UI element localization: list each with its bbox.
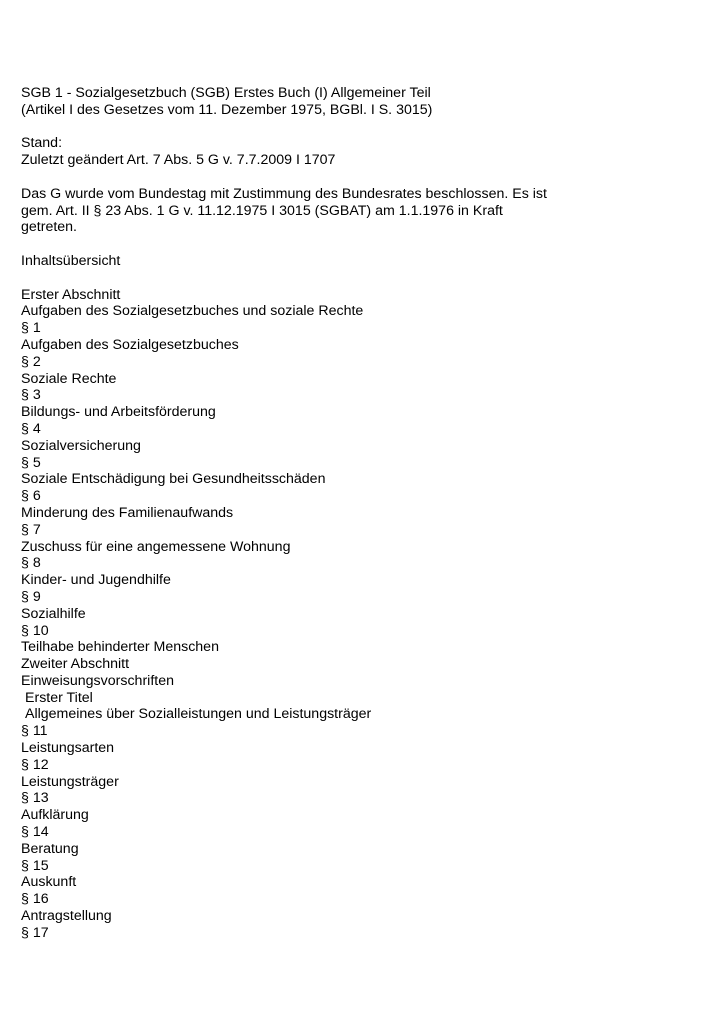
- toc-paragraph-title: Sozialhilfe: [21, 605, 86, 622]
- toc-paragraph-title: Minderung des Familienaufwands: [21, 504, 234, 521]
- toc-heading-block: [21, 253, 701, 270]
- toc-paragraph-title: Kinder- und Jugendhilfe: [21, 572, 171, 589]
- toc-paragraph-title: Soziale Entschädigung bei Gesundheitsschäden: [21, 471, 326, 488]
- toc-paragraph-number: § 2: [21, 353, 41, 370]
- toc-paragraph-number: § 11: [21, 723, 48, 740]
- table-of-contents: [21, 287, 701, 942]
- toc-title-name: Allgemeines über Sozialleistungen und Leistungsträger: [25, 706, 372, 723]
- toc-paragraph-title: Aufklärung: [21, 807, 89, 824]
- document-title-block: [21, 85, 701, 119]
- toc-paragraph-number: § 1: [21, 320, 41, 337]
- toc-paragraph-number: § 16: [21, 891, 49, 908]
- toc-paragraph-number: § 4: [21, 420, 41, 437]
- toc-paragraph-title: Leistungsarten: [21, 740, 115, 757]
- toc-section-heading: Erster Abschnitt: [21, 286, 121, 303]
- enactment-note-line: gem. Art. II § 23 Abs. 1 G v. 11.12.1975 I 3015 (SGBAT) am 1.1.1976 in Kraft: [21, 202, 503, 219]
- toc-paragraph-title: Aufgaben des Sozialgesetzbuches: [21, 336, 239, 353]
- toc-paragraph-title: Bildungs- und Arbeitsförderung: [21, 404, 216, 421]
- toc-paragraph-number: § 17: [21, 924, 49, 941]
- enactment-note-line: getreten.: [21, 219, 78, 236]
- enactment-note: [21, 186, 701, 236]
- toc-paragraph-number: § 10: [21, 622, 49, 639]
- toc-paragraph-number: § 5: [21, 454, 41, 471]
- toc-paragraph-title: Auskunft: [21, 874, 77, 891]
- toc-paragraph-title: Antragstellung: [21, 908, 112, 925]
- toc-paragraph-title: Soziale Rechte: [21, 370, 117, 387]
- toc-title-heading: Erster Titel: [25, 689, 93, 706]
- toc-paragraph-title: Teilhabe behinderter Menschen: [21, 639, 219, 656]
- toc-paragraph-title: Zuschuss für eine angemessene Wohnung: [21, 538, 291, 555]
- toc-section-heading: Zweiter Abschnitt: [21, 656, 130, 673]
- status-label: Stand:: [21, 135, 63, 152]
- toc-paragraph-number: § 15: [21, 857, 49, 874]
- toc-paragraph-title: Leistungsträger: [21, 773, 119, 790]
- toc-paragraph-number: § 9: [21, 588, 41, 605]
- document-title: SGB 1 - Sozialgesetzbuch (SGB) Erstes Buch (I) Allgemeiner Teil: [21, 85, 431, 101]
- toc-paragraph-number: § 7: [21, 521, 41, 538]
- toc-heading: Inhaltsübersicht: [21, 252, 121, 269]
- enactment-note-line: Das G wurde vom Bundestag mit Zustimmung des Bundesrates beschlossen. Es ist: [21, 185, 547, 202]
- toc-paragraph-number: § 3: [21, 387, 41, 404]
- toc-paragraph-number: § 6: [21, 488, 41, 505]
- toc-section-title: Einweisungsvorschriften: [21, 672, 174, 689]
- toc-paragraph-number: § 14: [21, 824, 49, 841]
- toc-paragraph-number: § 8: [21, 555, 41, 572]
- toc-paragraph-title: Sozialversicherung: [21, 437, 141, 454]
- document-source: (Artikel I des Gesetzes vom 11. Dezember 1975, BGBl. I S. 3015): [21, 101, 433, 118]
- toc-section-title: Aufgaben des Sozialgesetzbuches und soziale Rechte: [21, 303, 364, 320]
- document-page: [21, 85, 701, 942]
- status-value: Zuletzt geändert Art. 7 Abs. 5 G v. 7.7.2009 I 1707: [21, 152, 336, 169]
- toc-paragraph-number: § 12: [21, 756, 49, 773]
- status-block: [21, 135, 701, 169]
- toc-paragraph-title: Beratung: [21, 840, 79, 857]
- toc-paragraph-number: § 13: [21, 790, 49, 807]
